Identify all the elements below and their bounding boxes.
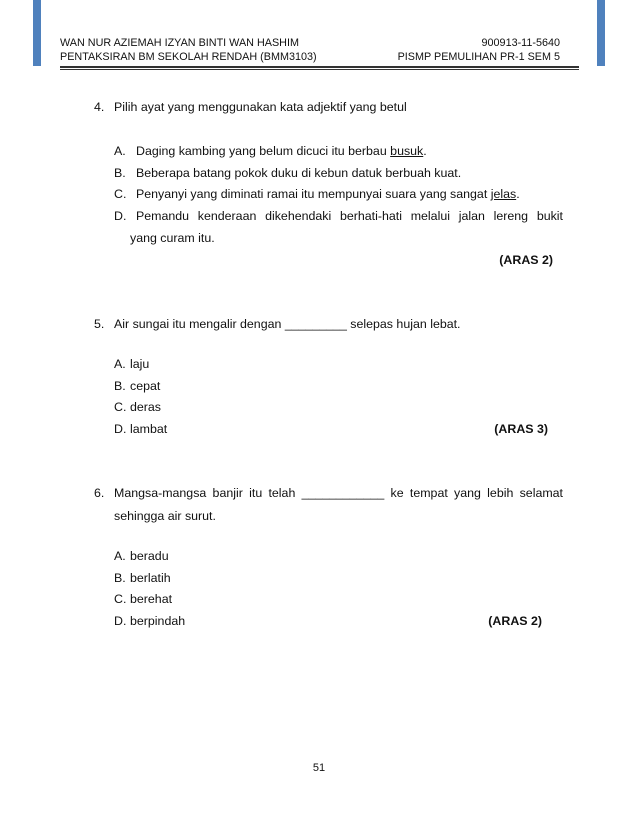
id-number: 900913-11-5640 <box>481 37 560 49</box>
option-letter: D. <box>114 209 127 223</box>
q5-option-d <box>114 421 167 437</box>
question-4 <box>94 99 407 115</box>
option-text: laju <box>130 357 150 371</box>
question-6-line1: Mangsa-mangsa banjir itu telah ____________ ke tempat yang lebih selamat <box>114 486 563 500</box>
option-text: deras <box>130 400 161 414</box>
q4-option-a <box>114 143 427 159</box>
q4-option-d-letter <box>114 208 126 224</box>
q6-option-a <box>114 548 169 564</box>
option-text: Penyanyi yang diminati ramai itu mempunyai suara yang sangat <box>136 187 491 201</box>
q4-option-b <box>114 165 461 181</box>
option-letter: A. <box>114 357 126 371</box>
header-rule-thin <box>60 69 579 70</box>
q4-option-d-line1: Pemandu kenderaan dikehendaki berhati-hati melalui jalan lereng bukit <box>136 209 563 223</box>
option-letter: D. <box>114 614 127 628</box>
option-text: berehat <box>130 592 173 606</box>
option-text: berpindah <box>130 614 186 628</box>
option-text: berlatih <box>130 571 171 585</box>
q4-option-c <box>114 186 520 202</box>
q5-option-a <box>114 356 149 372</box>
option-letter: B. <box>114 571 126 585</box>
header-right <box>398 36 560 64</box>
q6-option-d <box>114 613 185 629</box>
option-letter: B. <box>114 166 126 180</box>
header-left <box>60 36 317 64</box>
option-letter: C. <box>114 592 127 606</box>
option-letter: A. <box>114 144 126 158</box>
underlined-word: jelas <box>490 187 517 201</box>
question-6-number <box>94 485 104 501</box>
q4-option-d-line2: yang curam itu. <box>130 231 215 245</box>
option-punctuation: . <box>423 144 427 158</box>
q6-level: (ARAS 2) <box>488 614 542 628</box>
header-rule-thick <box>60 66 579 68</box>
underlined-word: busuk <box>390 144 424 158</box>
question-number: 5. <box>94 317 105 331</box>
question-number: 6. <box>94 486 105 500</box>
q5-option-b <box>114 378 160 394</box>
q6-option-c <box>114 591 172 607</box>
q4-level: (ARAS 2) <box>499 253 553 267</box>
option-letter: B. <box>114 379 126 393</box>
option-text: Daging kambing yang belum dicuci itu berbau <box>136 144 391 158</box>
author-name: WAN NUR AZIEMAH IZYAN BINTI WAN HASHIM <box>60 37 299 49</box>
option-text: cepat <box>130 379 161 393</box>
option-letter: C. <box>114 187 127 201</box>
option-letter: C. <box>114 400 127 414</box>
question-text: Pilih ayat yang menggunakan kata adjektif yang betul <box>114 100 407 114</box>
question-5 <box>94 316 461 332</box>
q5-option-c <box>114 399 161 415</box>
question-text: Air sungai itu mengalir dengan _________ selepas hujan lebat. <box>114 317 461 331</box>
option-letter: A. <box>114 549 126 563</box>
left-accent-bar <box>33 0 41 66</box>
option-text: Beberapa batang pokok duku di kebun datuk berbuah kuat. <box>136 166 462 180</box>
right-accent-bar <box>597 0 605 66</box>
question-6-line2: sehingga air surut. <box>114 509 216 523</box>
question-number: 4. <box>94 100 105 114</box>
q5-level: (ARAS 3) <box>494 422 548 436</box>
option-text: beradu <box>130 549 169 563</box>
program-name: PISMP PEMULIHAN PR-1 SEM 5 <box>397 51 560 63</box>
option-letter: D. <box>114 422 127 436</box>
q6-option-b <box>114 570 171 586</box>
course-title: PENTAKSIRAN BM SEKOLAH RENDAH (BMM3103) <box>60 51 317 63</box>
option-punctuation: . <box>516 187 520 201</box>
page-number: 51 <box>312 762 326 774</box>
option-text: lambat <box>130 422 168 436</box>
